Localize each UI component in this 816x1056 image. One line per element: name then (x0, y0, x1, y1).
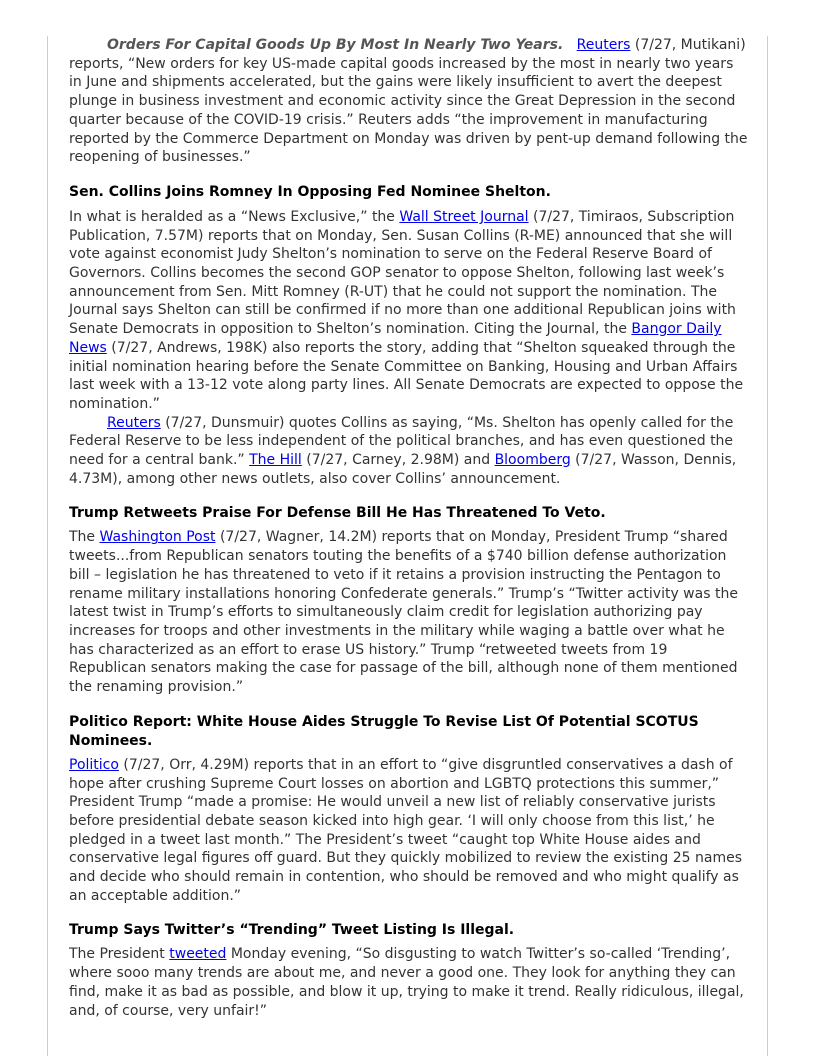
article-text: The (69, 529, 100, 546)
article-headline: Politico Report: White House Aides Struggle To Revise List Of Potential SCOTUS Nominees. (69, 713, 699, 749)
page (47, 36, 768, 1056)
article-headline: Sen. Collins Joins Romney In Opposing Fed Nominee Shelton. (69, 183, 551, 200)
article-headline: Trump Retweets Praise For Defense Bill He Has Threatened To Veto. (69, 505, 606, 522)
article-text: (7/27, Orr, 4.29M) reports that in an effort to “give disgruntled conservatives a dash of hope after crushing Supreme Court losses on abortion and LGBTQ protections this summer,” President Trump “made a promise: He would unveil a new list of reliably conservative jurists before presidential debate season kicked into high gear. ‘I will only choose from this list,’ he pledged in a tweet last month.” The President’s tweet “caught top White House aides and conservative legal figures off guard. But they quickly mobilized to review the existing 25 names and decide who should remain in contention, who should be removed and who might qualify as an acceptable addition.” (69, 756, 743, 904)
article-lead: Orders For Capital Goods Up By Most In Nearly Two Years. (107, 37, 564, 53)
bloomberg-link[interactable]: Bloomberg (494, 452, 571, 469)
article-text: (7/27, Timiraos, Subscription Publication, 7.57M) reports that on Monday, Sen. Susan Collins (R-ME) announced that she will vote against economist Judy Shelton’s nomination to serve on the Federal Reserve Board of Governors. Collins becomes the second GOP senator to oppose Shelton, following last week’s announcement from Sen. Mitt Romney (R-UT) that he could not support the nomination. The Journal says Shelton can still be confirmed if no more than one additional Republican joins with Senate Democrats in opposition to Shelton’s nomination. Citing the Journal, the (69, 208, 736, 338)
article-text: (7/27, Andrews, 198K) also reports the story, adding that “Shelton squeaked through the initial nomination hearing before the Senate Committee on Banking, Housing and Urban Affairs last week with a 13-12 vote along party lines. All Senate Democrats are expected to oppose the nomination.” (69, 339, 744, 412)
article-scotus (69, 713, 749, 906)
newsletter-body (69, 36, 749, 1020)
article-text: The President (69, 946, 170, 963)
article-paragraph (69, 528, 749, 696)
article-text: Monday evening, “So disgusting to watch Twitter’s so-called ‘Trending’, where sooo many trends are about me, and never a good one. They look for anything they can find, make it as bad as possible, and blow it up, trying to make it trend. Really ridiculous, illegal, and, of course, very unfair!” (69, 946, 744, 1019)
politico-link[interactable]: Politico (69, 756, 119, 773)
article-text: In what is heralded as a “News Exclusive,” the (69, 208, 400, 225)
article-text: (7/27, Carney, 2.98M) and (301, 452, 495, 469)
wall-street-journal-link[interactable]: Wall Street Journal (399, 208, 529, 225)
article-paragraph (69, 756, 749, 906)
reuters-link[interactable]: Reuters (107, 414, 161, 431)
tweeted-link[interactable]: tweeted (169, 946, 227, 963)
article-headline: Trump Says Twitter’s “Trending” Tweet Listing Is Illegal. (69, 922, 515, 939)
article-text: (7/27, Wagner, 14.2M) reports that on Monday, President Trump “shared tweets...from Republican senators touting the benefits of a $740 billion defense authorization bill – legislation he has threatened to veto if it retains a provision instructing the Pentagon to rename military installations honoring Confederate generals.” Trump’s “Twitter activity was the latest twist in Trump’s efforts to simultaneously claim credit for legislation authorizing pay increases for troops and other investments in the military while waging a battle over what he has characterized as an effort to erase US history.” Trump “retweeted tweets from 19 Republican senators making the case for passage of the bill, although none of them mentioned the renaming provision.” (69, 529, 738, 696)
article-text: (7/27, Mutikani) reports, “New orders for key US-made capital goods increased by the most in nearly two years in June and shipments accelerated, but the gains were likely insufficient to avert the deepest plunge in business investment and economic activity since the Great Depression in the second quarter because of the COVID-19 crisis.” Reuters adds “the improvement in manufacturing reported by the Commerce Department on Monday was driven by pent-up demand following the reopening of businesses.” (69, 37, 748, 166)
article-paragraph (69, 36, 749, 167)
article-twitter-trending (69, 921, 749, 1020)
washington-post-link[interactable]: Washington Post (99, 529, 216, 546)
article-collins (69, 183, 749, 489)
article-text: (7/27, Dunsmuir) quotes Collins as saying, “Ms. Shelton has openly called for the Federal Reserve to be less independent of the political branches, and has even questioned the need for a central bank.” (69, 414, 734, 469)
bangor-daily-news-link[interactable]: Bangor Daily News (69, 321, 722, 356)
article-defense-bill (69, 504, 749, 696)
article-text: (7/27, Wasson, Dennis, 4.73M), among other news outlets, also cover Collins’ announcement. (69, 452, 737, 487)
article-capital-goods (69, 36, 749, 167)
reuters-link[interactable]: Reuters (576, 37, 631, 53)
article-paragraph (69, 945, 749, 1020)
the-hill-link[interactable]: The Hill (249, 452, 302, 469)
article-paragraph (69, 208, 749, 414)
article-paragraph (69, 414, 749, 489)
